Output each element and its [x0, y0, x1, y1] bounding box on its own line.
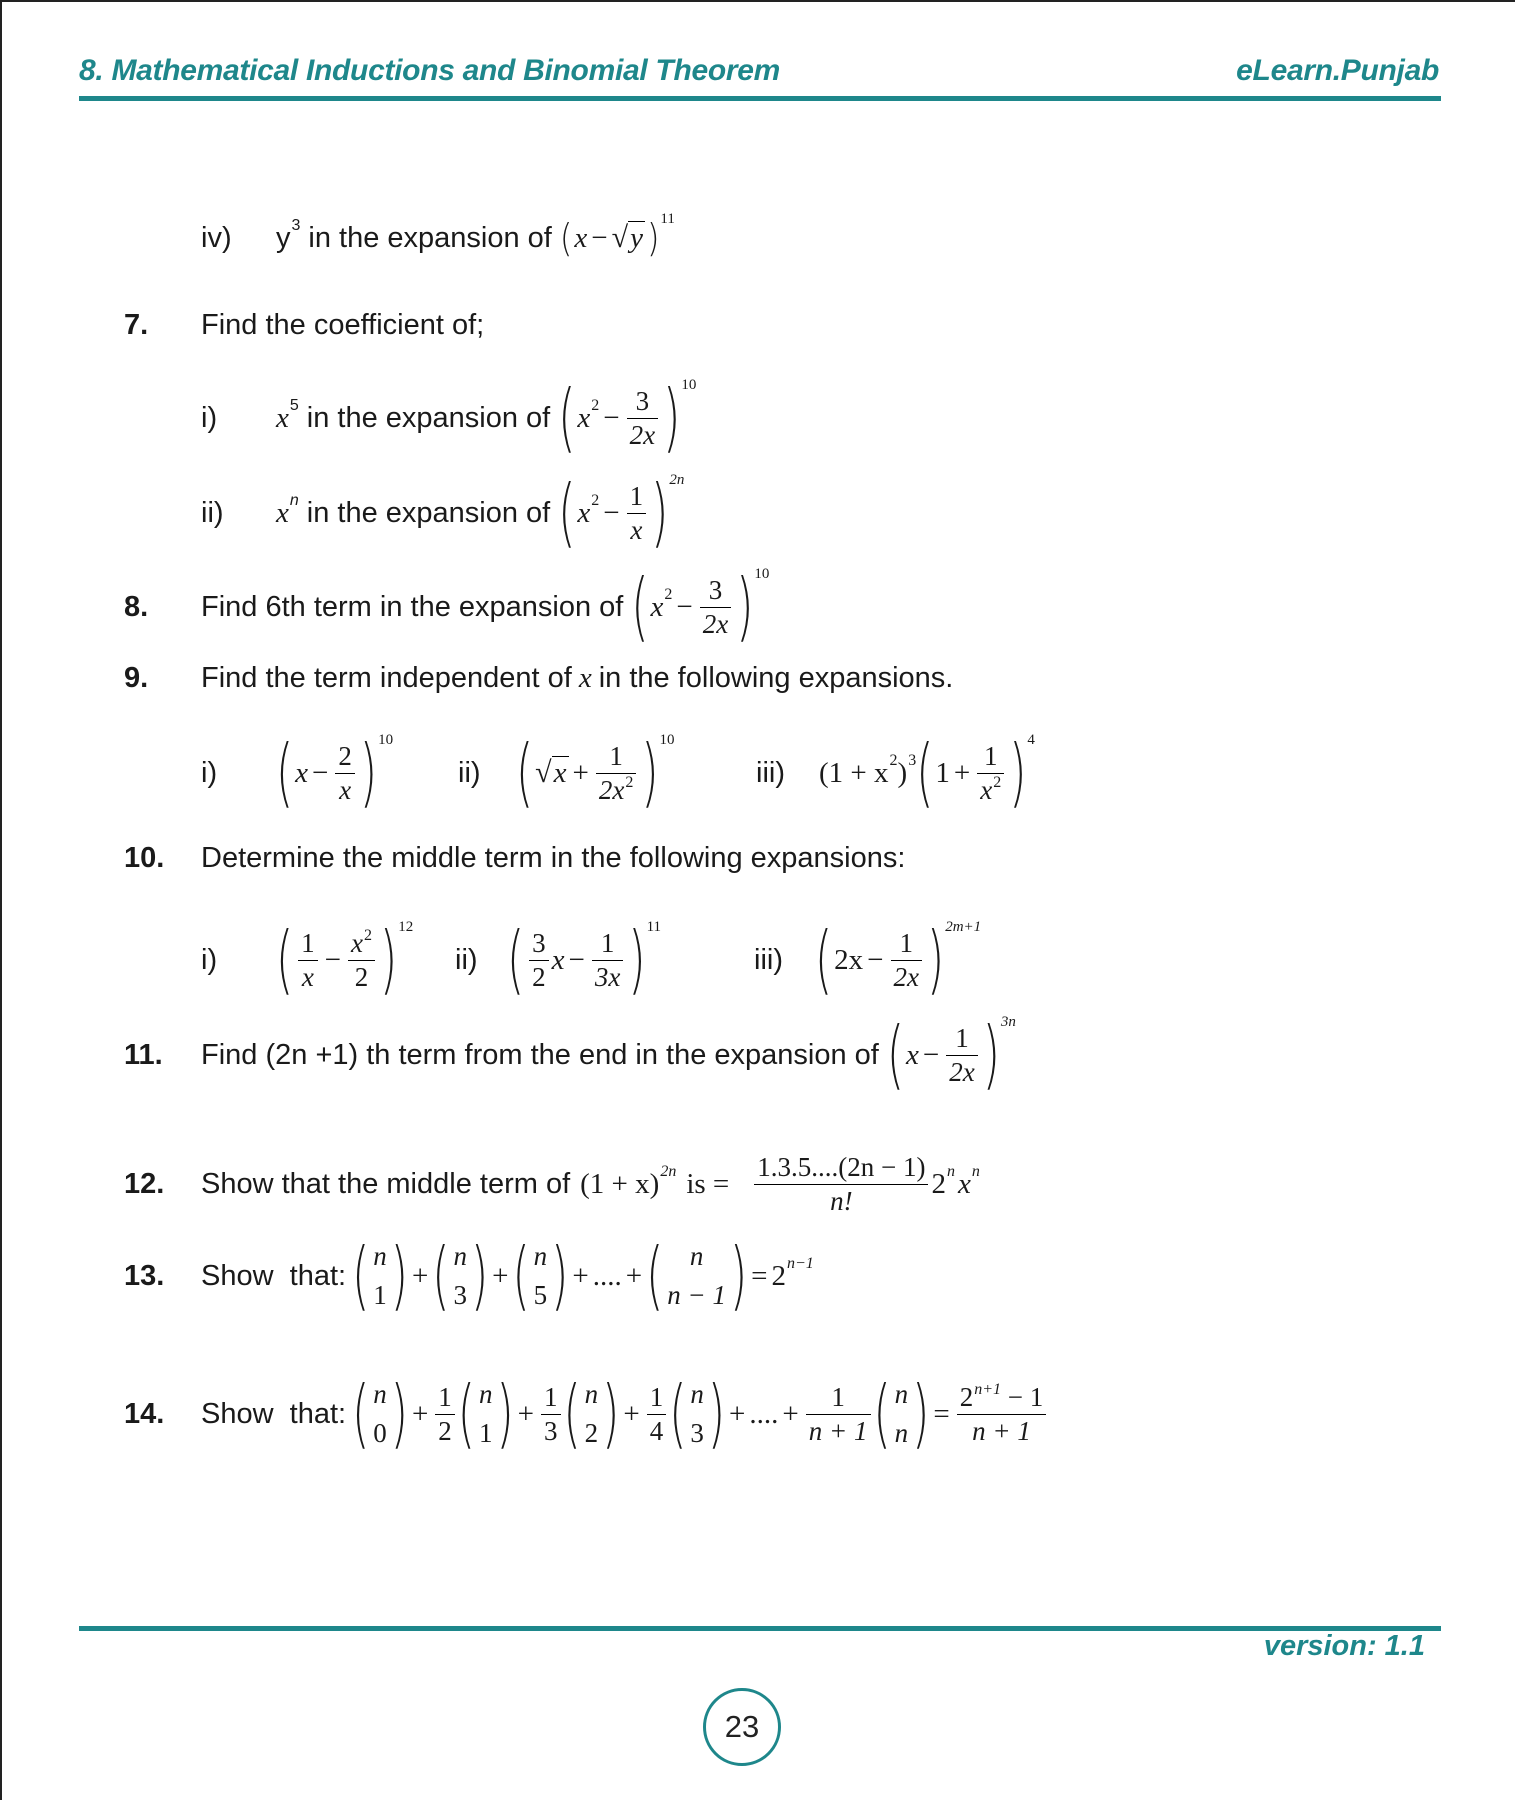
- math-part: x: [276, 401, 289, 434]
- math-part: [631, 574, 753, 640]
- math-part: 1: [435, 1381, 455, 1414]
- math-part: x: [630, 514, 643, 545]
- math-part: [435, 1381, 455, 1447]
- question-number: 9.: [124, 661, 149, 694]
- math-part: [665, 1237, 728, 1315]
- math-part: n − 1: [667, 1280, 726, 1310]
- math-expression: [276, 919, 414, 993]
- math-part: [946, 1022, 977, 1088]
- math-part: [201, 566, 770, 640]
- math-part: 0: [373, 1418, 387, 1448]
- math-part: (1 + x: [819, 756, 889, 789]
- math-part: [887, 1022, 1000, 1088]
- math-part: n: [971, 1163, 980, 1180]
- math-part: 2x: [893, 961, 920, 992]
- question-number: 11.: [124, 1038, 163, 1071]
- math-part: 12: [398, 919, 414, 936]
- math-part: ( x: [295, 756, 309, 789]
- math-part: −: [568, 943, 585, 976]
- math-part: ( 1: [298, 927, 318, 960]
- math-part: ( x: [906, 1038, 919, 1071]
- math-part: [276, 927, 397, 993]
- question-text: Show that:: [201, 1259, 347, 1292]
- math-part: (1 + x): [580, 1167, 660, 1200]
- math-part: ( n: [373, 1240, 387, 1271]
- math-expression: [352, 1375, 1049, 1453]
- math-part: ( 2x: [834, 943, 864, 976]
- item-label: iii): [754, 943, 783, 976]
- math-part: [647, 1381, 667, 1447]
- math-part: [957, 1381, 1047, 1414]
- math-part: 1: [977, 740, 1004, 773]
- math-part: ( 1: [935, 756, 950, 789]
- question-number: 14.: [124, 1397, 165, 1430]
- math-part: 2: [993, 773, 1002, 791]
- math-part: 2x: [629, 419, 656, 450]
- math-part: +: [729, 1397, 746, 1430]
- math-part: [298, 927, 318, 993]
- math-part: =: [751, 1259, 768, 1292]
- question-number: 7.: [124, 308, 149, 341]
- math-part: n!: [830, 1185, 853, 1216]
- math-part: 2x: [598, 774, 625, 805]
- math-part: [583, 1375, 601, 1453]
- math-part: 3: [544, 1415, 558, 1446]
- math-part: ....: [592, 1259, 622, 1292]
- item-label: ii): [201, 496, 224, 529]
- math-part: x: [339, 774, 352, 805]
- math-part: 10: [659, 732, 675, 749]
- math-part: 10: [754, 566, 770, 583]
- math-part: 4: [1027, 732, 1035, 749]
- math-part: +: [623, 1397, 640, 1430]
- math-part: 1: [541, 1381, 561, 1414]
- math-part: 1: [647, 1381, 667, 1414]
- math-part: 2: [354, 961, 369, 992]
- math-part: 2: [364, 927, 373, 945]
- math-part: [977, 774, 1004, 806]
- item-label: i): [201, 756, 218, 789]
- math-part: ( n: [453, 1240, 467, 1271]
- math-part: −: [591, 221, 608, 254]
- math-part: 1: [946, 1022, 977, 1055]
- math-part: [596, 740, 636, 806]
- math-part: [371, 1375, 389, 1453]
- math-part: [335, 740, 355, 806]
- math-part: ( x: [577, 496, 591, 529]
- math-part: [276, 740, 377, 806]
- math-part: +: [572, 756, 589, 789]
- brand-name: eLearn.Punjab: [1236, 54, 1439, 87]
- math-part: [558, 385, 680, 451]
- question-number: 12.: [124, 1167, 165, 1200]
- math-part: ( n: [373, 1378, 387, 1409]
- math-part: 2: [771, 1259, 786, 1292]
- math-part: [893, 1375, 911, 1453]
- math-part: 10: [681, 377, 697, 394]
- page-number: [703, 1688, 781, 1766]
- math-part: −: [603, 496, 620, 529]
- math-part: [276, 211, 675, 257]
- math-part: 3: [700, 574, 731, 607]
- math-part: 2x: [702, 608, 729, 639]
- math-part: [201, 1151, 980, 1217]
- math-part: −: [867, 943, 884, 976]
- math-part: ....: [749, 1397, 779, 1430]
- question-text: [201, 662, 953, 695]
- math-part: [646, 1237, 747, 1315]
- question-number: 10.: [124, 841, 165, 874]
- math-expression: [558, 472, 685, 546]
- math-part: x: [351, 928, 364, 959]
- math-part: [276, 472, 685, 546]
- question-number: 8.: [124, 590, 149, 623]
- math-part: n + 1: [808, 1415, 868, 1446]
- math-part: x: [276, 496, 289, 529]
- math-part: [348, 927, 375, 960]
- math-part: [891, 927, 922, 993]
- math-part: 3: [908, 752, 917, 769]
- math-part: −: [676, 590, 693, 623]
- math-part: n: [289, 492, 299, 509]
- math-part: 5: [289, 397, 299, 414]
- math-part: [957, 1381, 1047, 1447]
- math-part: [513, 1237, 569, 1315]
- math-part: [507, 927, 646, 993]
- math-part: 2: [591, 397, 600, 414]
- math-part: ( x: [577, 401, 591, 434]
- math-part: − 1: [1001, 1382, 1044, 1413]
- math-expression: [580, 1151, 980, 1217]
- math-part: [627, 385, 658, 451]
- math-part: 2: [335, 740, 355, 773]
- math-part: ( n: [478, 1378, 493, 1409]
- exp: 3: [291, 217, 301, 234]
- question-text: Find the coefficient of;: [201, 308, 485, 341]
- math-part: 10: [378, 732, 394, 749]
- math-part: ( n: [584, 1378, 599, 1409]
- math-part: 4: [649, 1415, 664, 1446]
- math-part: x: [578, 661, 592, 694]
- math-part: [669, 1375, 725, 1453]
- math-part: 3: [627, 385, 658, 418]
- question-text: Show that the middle term of: [201, 1167, 571, 1200]
- item-label: i): [201, 943, 218, 976]
- math-expression: [507, 919, 662, 993]
- math-part: ): [897, 756, 908, 789]
- math-part: 3n: [1000, 1014, 1016, 1031]
- item-label: ii): [458, 756, 481, 789]
- math-part: ( √: [535, 756, 552, 789]
- math-part: [541, 1381, 561, 1447]
- item-label: i): [201, 401, 218, 434]
- math-part: +: [517, 1397, 534, 1430]
- math-part: 2: [625, 773, 634, 791]
- math-part: 1: [891, 927, 922, 960]
- math-part: ( n: [894, 1378, 909, 1409]
- math-part: [806, 1381, 871, 1447]
- version-label: version: 1.1: [1263, 1630, 1425, 1662]
- math-part: −: [603, 401, 620, 434]
- math-part: ( n: [533, 1240, 548, 1271]
- math-part: [432, 1237, 488, 1315]
- math-expression: [352, 1237, 814, 1315]
- math-part: [352, 1375, 408, 1453]
- math-part: 1: [592, 927, 623, 960]
- math-part: 1: [806, 1381, 871, 1414]
- math-part: +: [625, 1259, 643, 1292]
- math-part: is =: [686, 1167, 730, 1200]
- math-part: 1: [627, 480, 647, 513]
- math-part: 2: [931, 1167, 946, 1200]
- question-text: Find (2n +1) th term from the end in the expansion of: [201, 1038, 879, 1071]
- math-part: [977, 740, 1004, 806]
- math-part: 5: [533, 1280, 548, 1310]
- math-part: 11: [660, 211, 675, 227]
- math-part: 2: [664, 586, 673, 603]
- math-part: [592, 927, 623, 993]
- math-part: 1: [596, 740, 636, 773]
- math-part: [815, 927, 944, 993]
- math-part: +: [953, 756, 971, 789]
- item-label: iii): [756, 756, 785, 789]
- math-part: [754, 1151, 928, 1217]
- math-part: +: [411, 1397, 429, 1430]
- math-part: [201, 1375, 1049, 1453]
- math-part: ( 3: [529, 927, 549, 960]
- math-part: n−1: [787, 1255, 814, 1272]
- math-part: [371, 1237, 389, 1315]
- math-part: [201, 1014, 1016, 1088]
- header-rule: [79, 96, 1441, 101]
- math-part: [700, 574, 731, 640]
- math-part: [276, 377, 697, 451]
- math-part: x: [301, 961, 314, 992]
- question-text: Determine the middle term in the following expansions:: [201, 841, 906, 874]
- math-part: [477, 1375, 495, 1453]
- question-text: Find 6th term in the expansion of: [201, 590, 624, 623]
- question-number: 13.: [124, 1259, 165, 1292]
- math-part: ( x: [650, 590, 664, 623]
- math-part: [627, 480, 647, 546]
- math-part: [529, 927, 549, 993]
- math-part: x: [553, 757, 567, 789]
- math-part: 2: [889, 752, 898, 769]
- math-part: [532, 1237, 550, 1315]
- question-text: Show that:: [201, 1397, 347, 1430]
- math-part: Find the term independent of: [201, 661, 572, 694]
- math-part: 3: [453, 1280, 467, 1310]
- math-part: [874, 1375, 930, 1453]
- math-part: +: [411, 1259, 429, 1292]
- math-part: n + 1: [972, 1415, 1031, 1446]
- math-part: [451, 1237, 469, 1315]
- math-part: [558, 480, 668, 546]
- math-part: 3x: [594, 961, 621, 992]
- math-part: in the following expansions.: [598, 661, 954, 694]
- math-part: n: [946, 1163, 955, 1180]
- math-part: n: [894, 1418, 909, 1448]
- math-part: [458, 1375, 514, 1453]
- math-part: 2: [959, 1382, 974, 1413]
- math-expression: [558, 377, 697, 451]
- math-part: [916, 740, 1026, 806]
- math-part: 2: [591, 492, 600, 509]
- math-part: =: [933, 1397, 950, 1430]
- math-part: [596, 774, 636, 806]
- item-text: in the expansion of: [306, 401, 551, 434]
- math-part: 23: [724, 1709, 760, 1744]
- math-part: 2n: [660, 1163, 677, 1180]
- math-part: [201, 1237, 814, 1315]
- math-part: 2n: [669, 472, 685, 489]
- item-text: in the expansion of: [306, 496, 551, 529]
- math-part: 2m+1: [945, 919, 982, 936]
- math-part: −: [922, 1038, 940, 1071]
- chapter-title: 8. Mathematical Inductions and Binomial Theorem: [79, 54, 781, 87]
- math-part: y: [630, 222, 643, 254]
- math-part: ( n: [690, 1378, 704, 1409]
- math-part: [348, 927, 375, 993]
- math-part: +: [572, 1259, 589, 1292]
- math-part: 2: [532, 961, 546, 992]
- var: y: [276, 221, 291, 254]
- math-part: x: [980, 774, 993, 805]
- math-expression: [815, 919, 982, 993]
- math-part: 1: [478, 1418, 493, 1448]
- item-text: in the expansion of: [308, 221, 552, 254]
- math-part: 11: [646, 919, 662, 936]
- math-part: 1: [373, 1280, 387, 1310]
- math-part: ( n: [689, 1240, 704, 1271]
- math-part: [560, 219, 660, 257]
- math-expression: [516, 732, 675, 806]
- footer-rule: [79, 1626, 1441, 1631]
- math-part: 3: [690, 1418, 704, 1448]
- math-part: 2: [438, 1415, 452, 1446]
- item-label: iv): [201, 221, 232, 254]
- math-part: +: [492, 1259, 509, 1292]
- math-expression: [819, 732, 1035, 806]
- math-part: −: [312, 756, 329, 789]
- math-expression: [887, 1014, 1016, 1088]
- math-part: x: [957, 1167, 971, 1200]
- math-part: +: [782, 1397, 799, 1430]
- math-part: √: [611, 221, 629, 254]
- math-part: [516, 740, 659, 806]
- math-part: n+1: [974, 1381, 1001, 1399]
- math-part: x: [551, 943, 565, 976]
- math-part: [564, 1375, 620, 1453]
- math-expression: [560, 211, 675, 257]
- math-part: 2: [584, 1418, 599, 1448]
- math-part: −: [324, 943, 342, 976]
- math-expression: [276, 732, 394, 806]
- item-label: ii): [455, 943, 478, 976]
- math-part: [352, 1237, 408, 1315]
- math-part: ( x: [574, 221, 588, 254]
- math-part: [688, 1375, 706, 1453]
- math-part: 2x: [949, 1056, 975, 1087]
- math-expression: [631, 566, 770, 640]
- math-part: 1.3.5....(2n − 1): [754, 1151, 928, 1184]
